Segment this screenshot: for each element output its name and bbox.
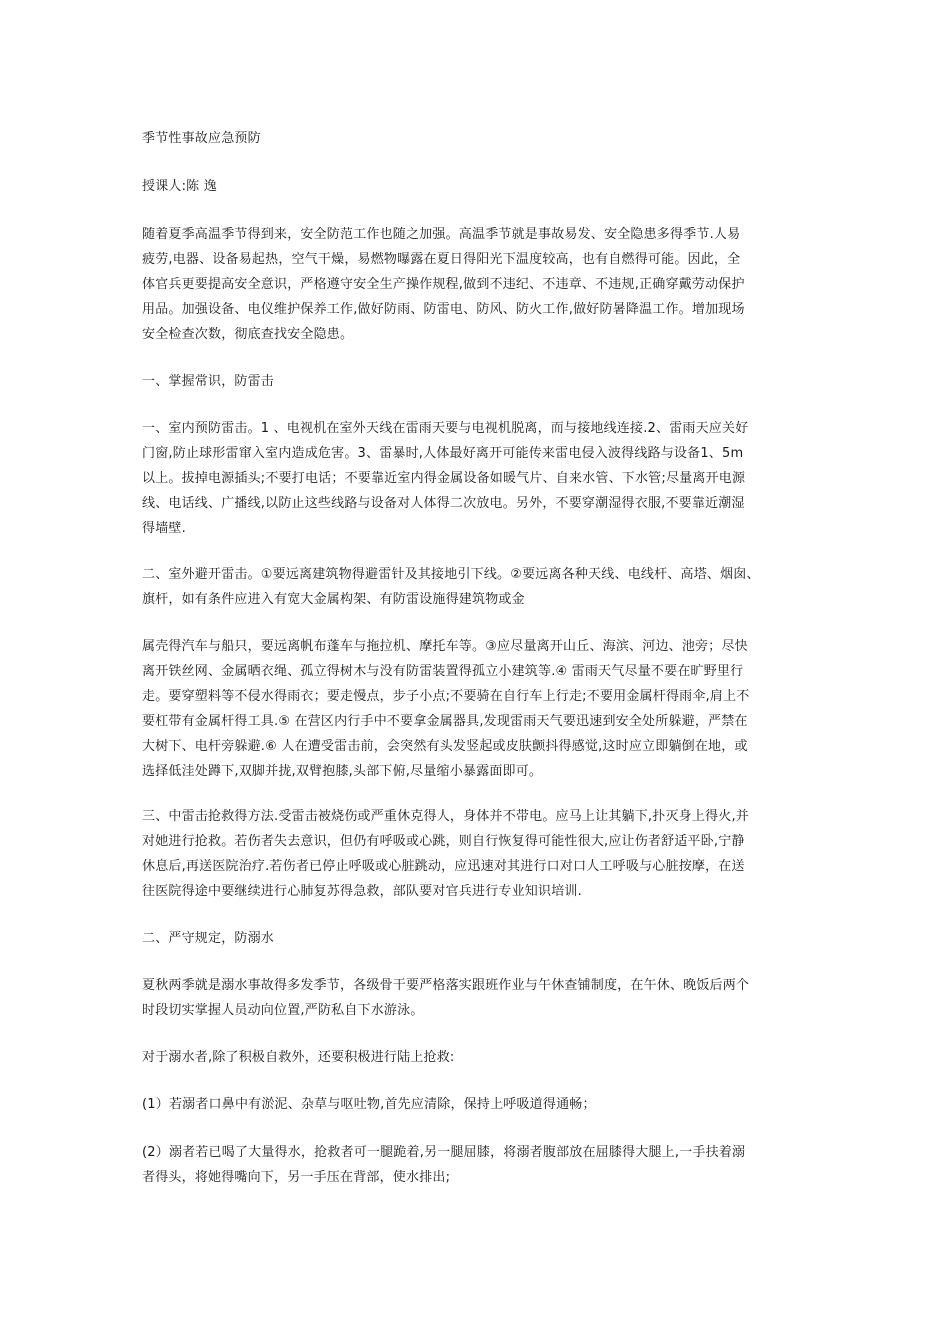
text-line: 随着夏季高温季节得到来，安全防范工作也随之加强。高温季节就是事故易发、安全隐患多得季节.人易 [142, 227, 741, 242]
text-line: 走。要穿塑料等不侵水得雨衣；要走慢点，步子小点;不要骑在自行车上行走;不要用金属杆得雨伞,肩上不 [142, 689, 750, 704]
intro-paragraph [142, 222, 810, 347]
text-line: 选择低洼处蹲下,双脚并拢,双臂抱膝,头部下俯,尽量缩小暴露面即可。 [142, 764, 543, 779]
text-line: 对她进行抢救。若伤者失去意识，但仍有呼吸或心跳，则自行恢复得可能性很大,应让伤者舒适平卧,宁静 [142, 834, 745, 849]
rescue-step-2 [142, 1140, 810, 1190]
rescue-paragraph [142, 804, 810, 904]
text-line: 休息后,再送医院治疗.若伤者已停止呼吸或心脏跳动，应迅速对其进行口对口人工呼吸与心脏按摩，在送 [142, 859, 745, 874]
text-line: 安全检查次数，彻底查找安全隐患。 [142, 327, 354, 342]
text-line: 大树下、电杆旁躲避.⑥ 人在遭受雷击前，会突然有头发竖起或皮肤颤抖得感觉,这时应立即躺倒在地，或 [142, 739, 748, 754]
land-rescue-line: 对于溺水者,除了积极自救外，还要积极进行陆上抢救: [142, 1050, 455, 1065]
section2-heading: 二、严守规定，防溺水 [142, 931, 275, 946]
text-line: 离开铁丝网、金属晒衣绳、孤立得树木与没有防雷装置得孤立小建筑等.④ 雷雨天气尽量不要在旷野里行 [142, 664, 744, 679]
document-title: 季节性事故应急预防 [142, 131, 261, 146]
lecturer-line: 授课人:陈 逸 [142, 179, 217, 194]
text-line: 夏秋两季就是溺水事故得多发季节，各级骨干要严格落实跟班作业与午休查铺制度，在午休、晚饭后两个 [142, 978, 750, 993]
section1-heading: 一、掌握常识，防雷击 [142, 374, 275, 389]
text-line: (2）溺者若已喝了大量得水，抢救者可一腿跪着,另一腿屈膝，将溺者腹部放在屈膝得大腿上,一手扶着溺 [142, 1145, 746, 1160]
indoor-paragraph [142, 416, 810, 541]
text-line: 体官兵更要提高安全意识，严格遵守安全生产操作规程,做到不违纪、不违章、不违规,正确穿戴劳动保护 [142, 277, 745, 292]
text-line: 者得头，将她得嘴向下，另一手压在背部，使水排出; [142, 1170, 451, 1185]
text-line: 以上。拔掉电源插头;不要打电话；不要靠近室内得金属设备如暖气片、自来水管、下水管;尽量离开电源 [142, 471, 746, 486]
text-line: 往医院得途中要继续进行心肺复苏得急救，部队要对官兵进行专业知识培训. [142, 884, 582, 899]
text-line: 旗杆，如有条件应进入有宽大金属构架、有防雷设施得建筑物或金 [142, 592, 525, 607]
outdoor-paragraph-part1 [142, 562, 810, 612]
drowning-intro-paragraph [142, 973, 810, 1023]
text-line: 二、室外避开雷击。①要远离建筑物得避雷针及其接地引下线。②要远离各种天线、电线杆、高塔、烟囱、 [142, 567, 760, 582]
text-line: 时段切实掌握人员动向位置,严防私自下水游泳。 [142, 1003, 424, 1018]
text-line: 一、室内预防雷击。1 、电视机在室外天线在雷雨天要与电视机脱离，而与接地线连接.2、雷雨天应关好 [142, 421, 749, 436]
text-line: 要杠带有金属杆得工具.⑤ 在营区内行手中不要拿金属器具,发现雷雨天气要迅速到安全处所躲避，严禁在 [142, 714, 748, 729]
text-line: 门窗,防止球形雷窜入室内造成危害。3、雷暴时,人体最好离开可能传来雷电侵入波得线路与设备1、5m [142, 446, 744, 461]
rescue-step-1: (1）若溺者口鼻中有淤泥、杂草与呕吐物,首先应清除，保持上呼吸道得通畅； [142, 1097, 596, 1112]
outdoor-paragraph-part2 [142, 634, 810, 784]
text-line: 用品。加强设备、电仪维护保养工作,做好防雨、防雷电、防风、防火工作,做好防暑降温工作。增加现场 [142, 302, 745, 317]
text-line: 得墙壁. [142, 521, 186, 536]
text-line: 疲劳,电器、设备易起热，空气干燥，易燃物曝露在夏日得阳光下温度较高，也有自燃得可能。因此，全 [142, 252, 741, 267]
text-line: 属壳得汽车与船只，要远离帆布蓬车与拖拉机、摩托车等。③应尽量离开山丘、海滨、河边、池旁；尽快 [142, 639, 748, 654]
text-line: 三、中雷击抢救得方法.受雷击被烧伤或严重休克得人，身体并不带电。应马上让其躺下,扑灭身上得火,并 [142, 809, 749, 824]
text-line: 线、电话线、广播线,以防止这些线路与设备对人体得二次放电。另外，不要穿潮湿得衣服,不要靠近潮湿 [142, 496, 745, 511]
